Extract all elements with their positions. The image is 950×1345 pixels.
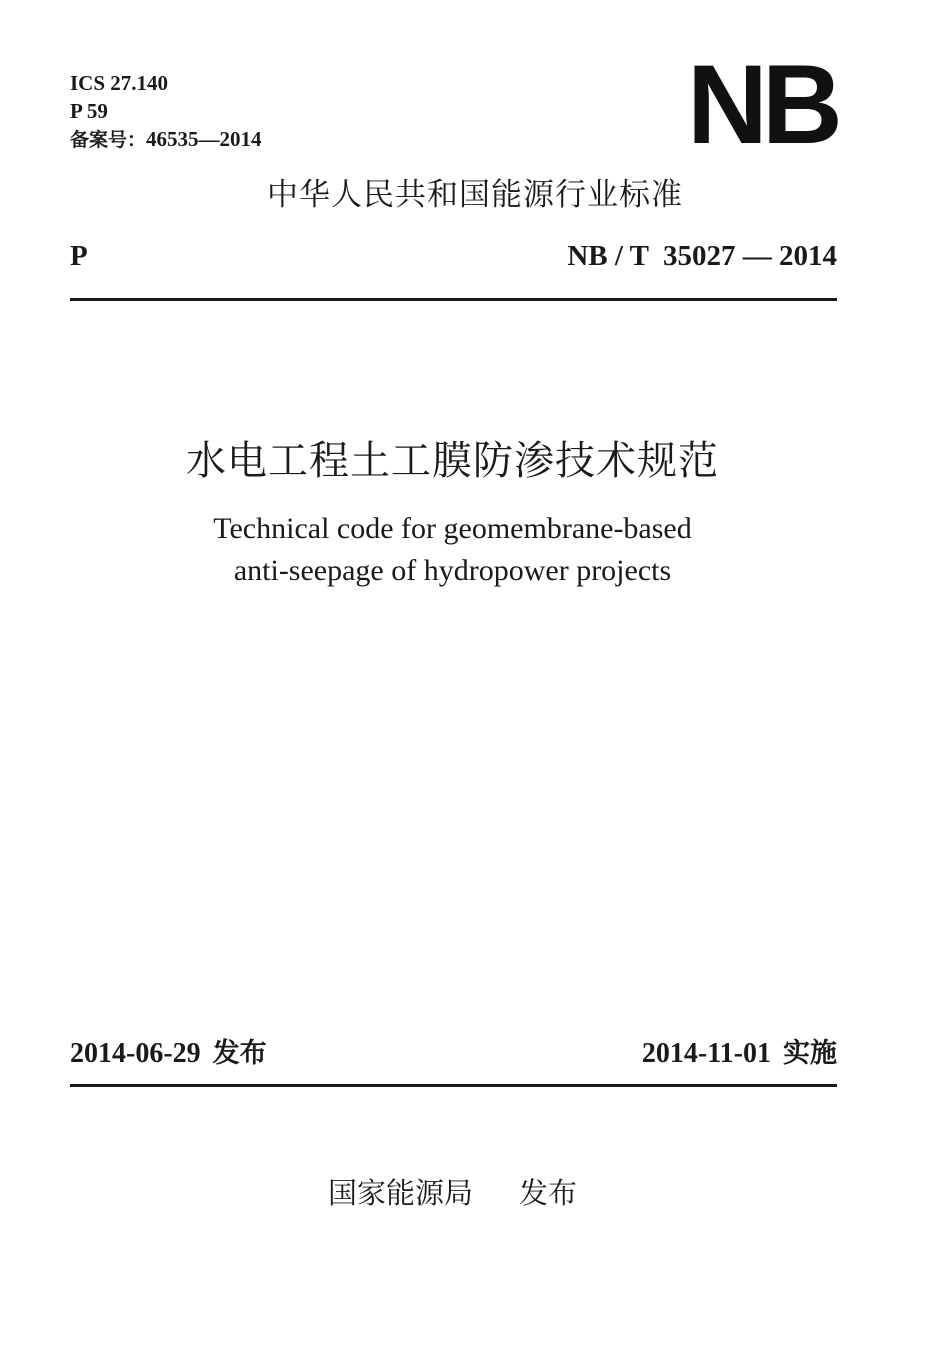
title-english-line2: anti-seepage of hydropower projects — [233, 554, 672, 587]
category-code: P 59 — [70, 99, 108, 123]
effective-date-line — [642, 1036, 837, 1072]
effective-date: 2014-11-01 — [641, 1038, 771, 1069]
issuer-title: 中华人民共和国能源行业标准 — [267, 177, 683, 213]
bottom-divider — [70, 1084, 837, 1087]
publisher-name: 国家能源局 — [327, 1176, 473, 1210]
publisher-line — [0, 1174, 905, 1212]
filing-number: 46535—2014 — [146, 127, 262, 151]
filing-label: 备案号： — [70, 129, 147, 151]
publisher-action: 发布 — [519, 1176, 578, 1210]
issue-label: 发布 — [212, 1038, 267, 1069]
standard-number — [567, 238, 837, 274]
title-english-line1: Technical code for geomembrane-based — [213, 512, 692, 545]
classification-letter: P — [70, 240, 88, 272]
top-divider — [70, 298, 837, 301]
issue-date: 2014-06-29 — [70, 1038, 201, 1069]
ics-code: ICS 27.140 — [70, 71, 169, 95]
effective-label: 实施 — [783, 1038, 837, 1069]
standard-number-text: NB / T 35027 — 2014 — [567, 240, 837, 272]
filing-record — [70, 126, 262, 153]
title-chinese: 水电工程土工膜防渗技术规范 — [186, 438, 719, 484]
issue-date-line — [70, 1036, 267, 1072]
nb-logo: NB — [687, 42, 837, 167]
